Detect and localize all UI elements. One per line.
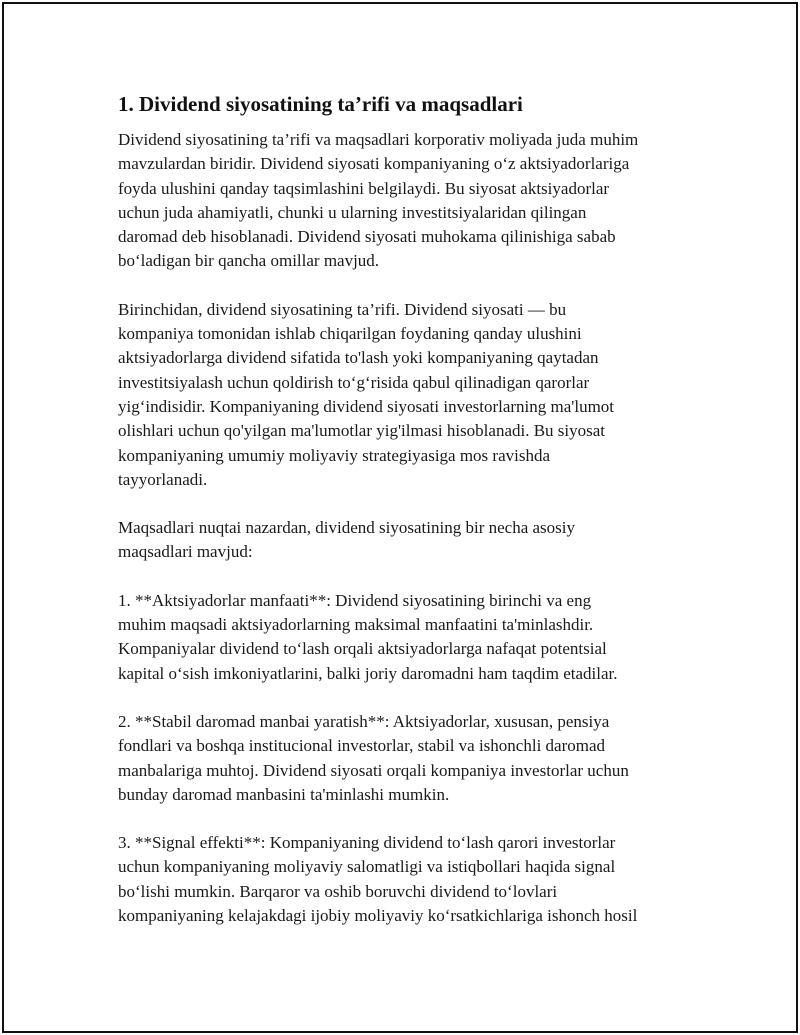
text-line: 2. **Stabil daromad manbai yaratish**: Aktsiyadorlar, xususan, pensiya xyxy=(118,711,610,731)
text-line: bo‘ladigan bir qancha omillar mavjud. xyxy=(118,251,380,271)
text-line: foyda ulushini qanday taqsimlashini belgilaydi. Bu siyosat aktsiyadorlar xyxy=(118,178,610,198)
text-line: maqsadlari mavjud: xyxy=(118,542,253,562)
text-line: aktsiyadorlarga dividend sifatida to'lash yoki kompaniyaning qaytadan xyxy=(118,348,599,368)
list-item-1 xyxy=(118,589,698,686)
text-line: bo‘lishi mumkin. Barqaror va oshib boruvchi dividend to‘lovlari xyxy=(118,881,558,901)
text-line: daromad deb hisoblanadi. Dividend siyosati muhokama qilinishiga sabab xyxy=(118,227,616,247)
text-line: fondlari va boshqa institucional investorlar, stabil va ishonchli daromad xyxy=(118,736,606,756)
text-line: kompaniya tomonidan ishlab chiqarilgan foydaning qanday ulushini xyxy=(118,324,582,344)
text-line: 3. **Signal effekti**: Kompaniyaning dividend to‘lash qarori investorlar xyxy=(118,833,616,853)
text-line: Maqsadlari nuqtai nazardan, dividend siyosatining bir necha asosiy xyxy=(118,518,575,538)
paragraph-intro xyxy=(118,128,698,274)
section-heading: 1. Dividend siyosatining ta’rifi va maqsadlari xyxy=(118,92,523,116)
text-line: mavzulardan biridir. Dividend siyosati kompaniyaning o‘z aktsiyadorlariga xyxy=(118,154,630,174)
text-line: Kompaniyalar dividend to‘lash orqali aktsiyadorlarga nafaqat potentsial xyxy=(118,639,607,659)
list-item-3 xyxy=(118,831,698,928)
text-line: kompaniyaning kelajakdagi ijobiy moliyaviy ko‘rsatkichlariga ishonch hosil xyxy=(118,906,638,926)
text-line: tayyorlanadi. xyxy=(118,469,208,489)
paragraph-goals-intro xyxy=(118,516,698,565)
text-line: muhim maqsadi aktsiyadorlarning maksimal manfaatini ta'minlashdir. xyxy=(118,615,594,635)
text-line: yig‘indisidir. Kompaniyaning dividend siyosati investorlarning ma'lumot xyxy=(118,396,615,416)
text-line: uchun kompaniyaning moliyaviy salomatligi va istiqbollari haqida signal xyxy=(118,857,616,877)
text-line: 1. **Aktsiyadorlar manfaati**: Dividend siyosatining birinchi va eng xyxy=(118,590,592,610)
document-content xyxy=(118,90,698,952)
list-item-2 xyxy=(118,710,698,807)
text-line: bunday daromad manbasini ta'minlashi mumkin. xyxy=(118,784,450,804)
paragraph-definition xyxy=(118,298,698,492)
text-line: uchun juda ahamiyatli, chunki u ularning investitsiyalaridan qilingan xyxy=(118,202,587,222)
text-line: investitsiyalash uchun qoldirish to‘g‘risida qabul qilinadigan qarorlar xyxy=(118,372,590,392)
text-line: Birinchidan, dividend siyosatining ta’rifi. Dividend siyosati — bu xyxy=(118,299,567,319)
text-line: olishlari uchun qo'yilgan ma'lumotlar yig'ilmasi hisoblanadi. Bu siyosat xyxy=(118,421,606,441)
text-line: manbalariga muhtoj. Dividend siyosati orqali kompaniya investorlar uchun xyxy=(118,760,629,780)
text-line: kompaniyaning umumiy moliyaviy strategiyasiga mos ravishda xyxy=(118,445,551,465)
text-line: Dividend siyosatining ta’rifi va maqsadlari korporativ moliyada juda muhim xyxy=(118,130,639,149)
text-line: kapital o‘sish imkoniyatlarini, balki joriy daromadni ham taqdim etadilar. xyxy=(118,663,618,683)
